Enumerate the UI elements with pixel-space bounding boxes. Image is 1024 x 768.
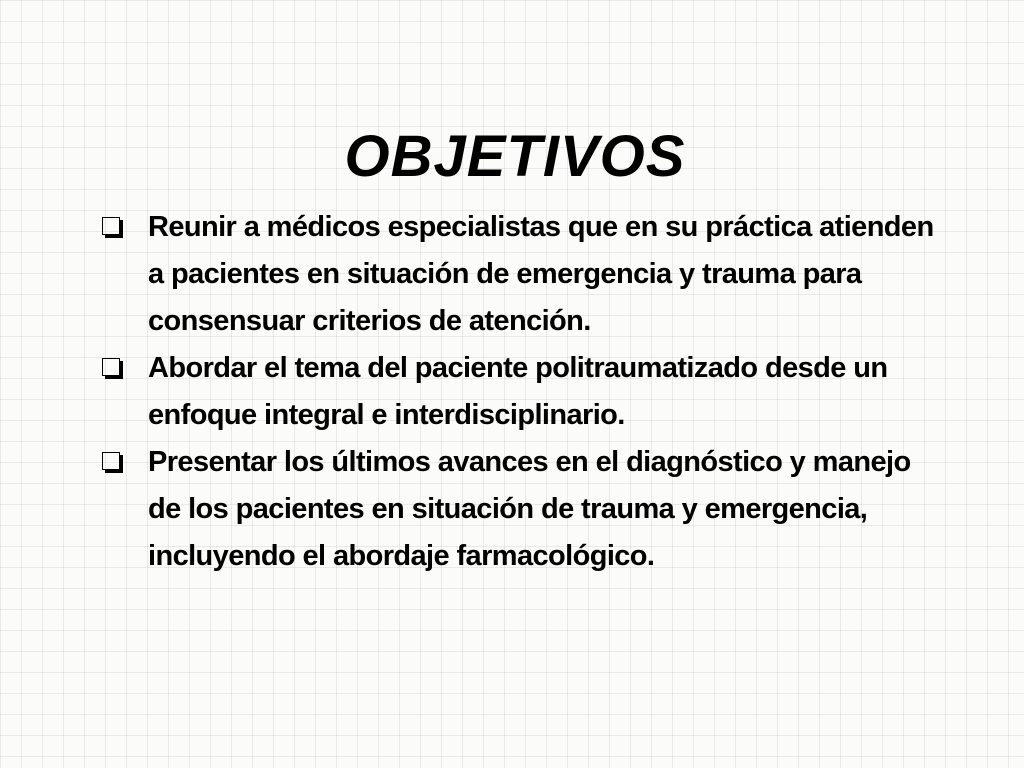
list-item (100, 439, 935, 580)
slide-title: OBJETIVOS (344, 124, 686, 189)
square-bullet-icon (102, 358, 120, 376)
list-item-text: Reunir a médicos especialistas que en su práctica atienden a pacientes en situación de emergencia y trauma para consensuar criterios de atención. (148, 211, 934, 337)
square-bullet-icon (102, 217, 120, 235)
list-item-text: Presentar los últimos avances en el diagnóstico y manejo de los pacientes en situación de trauma y emergencia, incluyendo el abordaje farmacológico. (148, 446, 911, 572)
list-item-text: Abordar el tema del paciente politraumatizado desde un enfoque integral e interdisciplinario. (148, 352, 888, 431)
square-bullet-icon (102, 452, 120, 470)
objectives-list (100, 204, 935, 580)
list-item (100, 345, 935, 439)
list-item (100, 204, 935, 345)
